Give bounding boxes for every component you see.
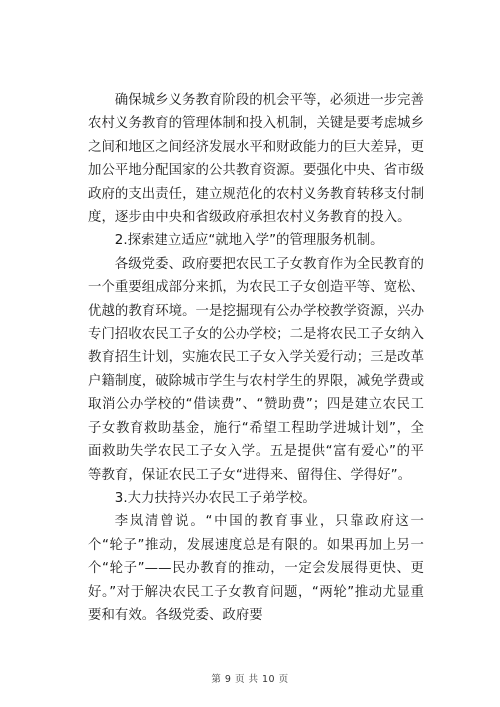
document-body xyxy=(88,89,424,627)
section-heading-2: 2.探索建立适应“就地入学”的管理服务机制。 xyxy=(114,233,384,249)
paragraph-migrant-children-education: 各级党委、政府要把农民工子女教育作为全民教育的一个重要组成部分来抓，为农民工子女创造平等、宽松、优越的教育环境。一是挖掘现有公办学校教学资源，兴办专门招收农民工子女的公办学校；二是将农民工子女纳入教育招生计划，实施农民工子女入学关爱行动；三是改革户籍制度，破除城市学生与农村学生的界限，减免学费或取消公办学校的“借读费”、“赞助费”；四是建立农民工子女教育救助基金，施行“希望工程助学进城计划”，全面救助失学农民工子女入学。五是提供“富有爱心”的平等教育，保证农民工子女“进得来、留得住、学得好”。 xyxy=(88,256,425,483)
paragraph-two-wheels: 李岚清曾说。“中国的教育事业，只靠政府这一个“轮子”推动，发展速度总是有限的。如果再加上另一个“轮子”——民办教育的推动，一定会发展得更快、更好。”对于解决农民工子女教育问题，“两轮”推动尤显重要和有效。各级党委、政府要 xyxy=(88,514,424,623)
page-footer: 第 9 页 共 10 页 xyxy=(211,674,289,685)
paragraph-education-equality: 确保城乡义务教育阶段的机会平等，必须进一步完善农村义务教育的管理体制和投入机制，关键是要考虑城乡之间和地区之间经济发展水平和财政能力的巨大差异，更加公平地分配国家的公共教育资源。要强化中央、省市级政府的支出责任，建立规范化的农村义务教育转移支付制度，逐步由中央和省级政府承担农村义务教育的投入。 xyxy=(88,93,425,226)
section-heading-3: 3.大力扶持兴办农民工子弟学校。 xyxy=(114,490,316,506)
